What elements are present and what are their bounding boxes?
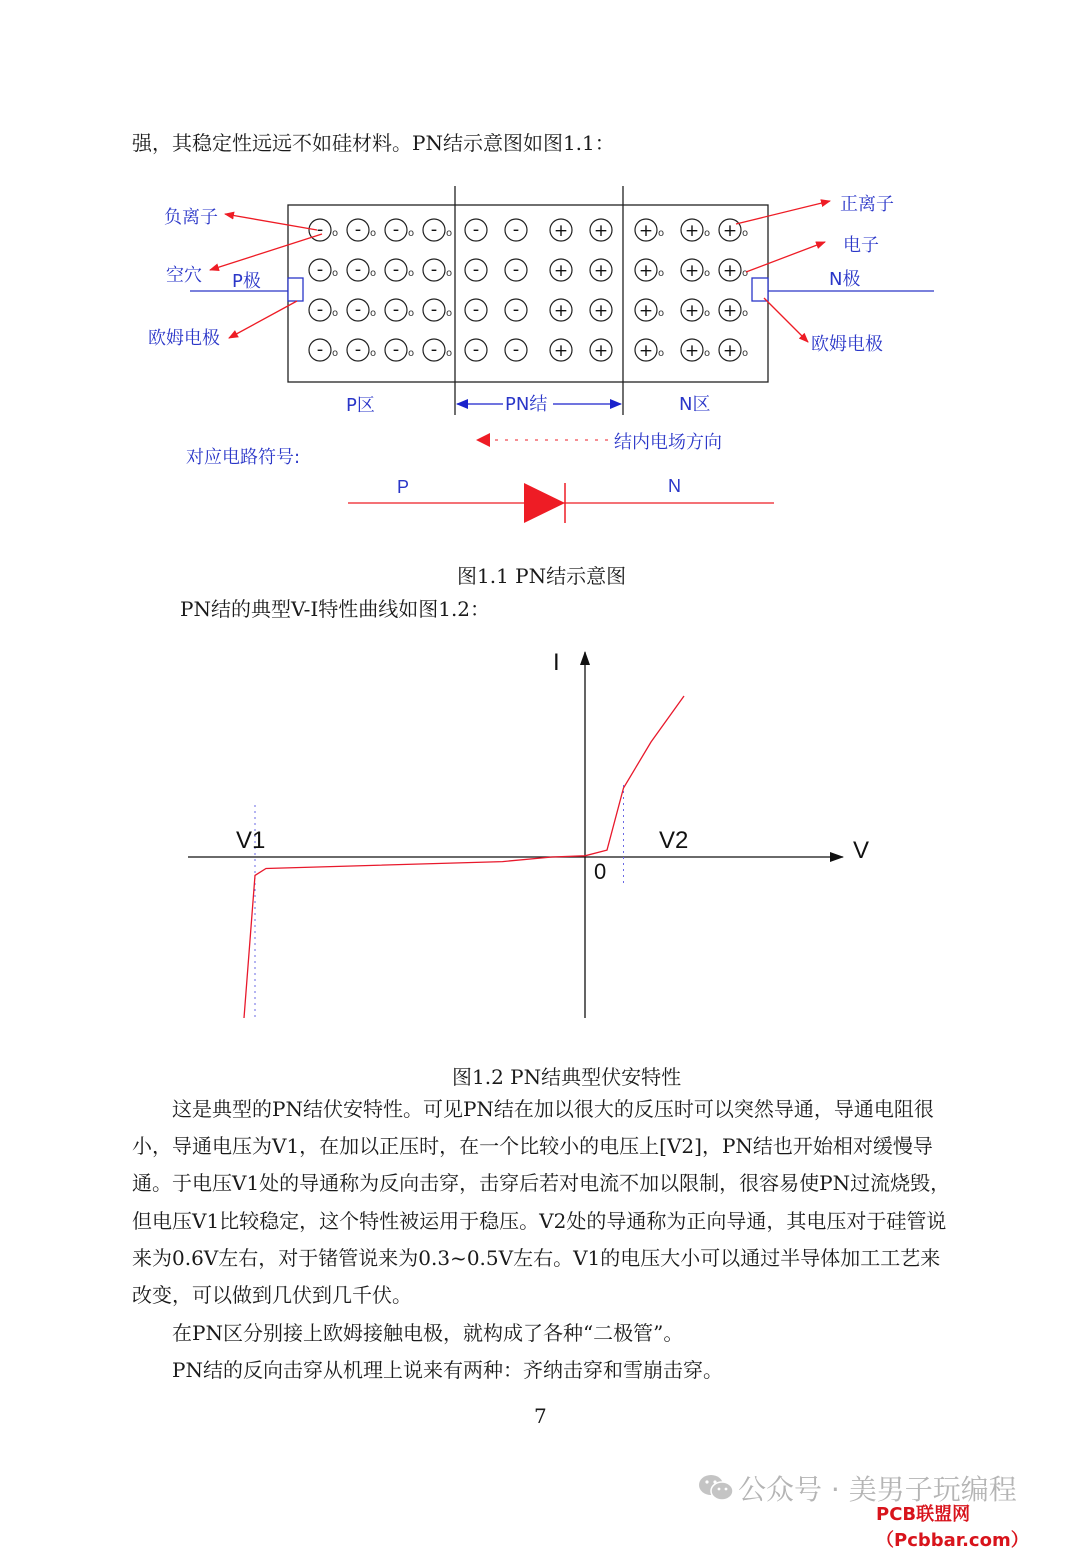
n-electrode-contact bbox=[752, 278, 768, 301]
minus-sign: - bbox=[392, 299, 400, 320]
minus-sign: - bbox=[354, 219, 362, 240]
minus-sign: - bbox=[512, 299, 520, 320]
pn-junction-diagram bbox=[0, 0, 1080, 560]
minus-sign: - bbox=[392, 219, 400, 240]
body-paragraph-3: PN结的反向击穿从机理上说来有两种：齐纳击穿和雪崩击穿。 bbox=[132, 1358, 723, 1382]
hole-marker: o bbox=[408, 268, 415, 279]
plus-sign: + bbox=[593, 301, 609, 321]
hole-marker: o bbox=[446, 348, 453, 359]
plus-sign: + bbox=[553, 301, 569, 321]
electron-marker: o bbox=[658, 268, 665, 279]
diode-n-label: N bbox=[668, 476, 681, 496]
carrier-grid bbox=[309, 219, 748, 361]
hole-marker: o bbox=[370, 348, 377, 359]
electron-marker: o bbox=[704, 268, 711, 279]
plus-sign: + bbox=[722, 341, 738, 361]
minus-sign: - bbox=[392, 259, 400, 280]
plus-sign: + bbox=[684, 261, 700, 281]
circuit-symbol-label: 对应电路符号: bbox=[186, 447, 301, 468]
hole-marker: o bbox=[332, 228, 339, 239]
plus-sign: + bbox=[593, 261, 609, 281]
plus-sign: + bbox=[722, 261, 738, 281]
figure-1-1-caption: 图1.1 PN结示意图 bbox=[457, 564, 627, 588]
minus-sign: - bbox=[354, 299, 362, 320]
p-pole-label: P极 bbox=[232, 271, 261, 292]
n-pole-label: N极 bbox=[829, 269, 861, 290]
minus-sign: - bbox=[512, 219, 520, 240]
field-direction-label: 结内电场方向 bbox=[614, 432, 722, 453]
diode-triangle bbox=[524, 483, 565, 523]
site-watermark: PCB联盟网（Pcbbar.com） bbox=[876, 1504, 1029, 1551]
plus-sign: + bbox=[553, 221, 569, 241]
p-region-label: P区 bbox=[346, 395, 375, 416]
plus-sign: + bbox=[553, 261, 569, 281]
minus-sign: - bbox=[316, 259, 324, 280]
electron-marker: o bbox=[658, 308, 665, 319]
plus-sign: + bbox=[684, 221, 700, 241]
plus-sign: + bbox=[722, 301, 738, 321]
plus-sign: + bbox=[593, 341, 609, 361]
plus-sign: + bbox=[638, 221, 654, 241]
plus-sign: + bbox=[638, 261, 654, 281]
minus-sign: - bbox=[316, 219, 324, 240]
hole-marker: o bbox=[408, 308, 415, 319]
negative-ion-label: 负离子 bbox=[164, 207, 218, 228]
electron-marker: o bbox=[704, 348, 711, 359]
hole-marker: o bbox=[408, 348, 415, 359]
vi-characteristic-chart bbox=[0, 640, 1080, 1060]
hole-marker: o bbox=[332, 268, 339, 279]
electron-marker: o bbox=[704, 308, 711, 319]
minus-sign: - bbox=[354, 339, 362, 360]
intro-line-1: 强，其稳定性远远不如硅材料。PN结示意图如图1.1： bbox=[132, 131, 615, 155]
intro-line-2: PN结的典型V-I特性曲线如图1.2： bbox=[180, 597, 491, 621]
v2-annotation: V2 bbox=[659, 827, 689, 854]
hole-label: 空穴 bbox=[166, 265, 202, 286]
page-number: 7 bbox=[534, 1404, 547, 1428]
minus-sign: - bbox=[392, 339, 400, 360]
minus-sign: - bbox=[472, 339, 480, 360]
hole-marker: o bbox=[408, 228, 415, 239]
electron-marker: o bbox=[658, 228, 665, 239]
plus-sign: + bbox=[684, 301, 700, 321]
hole-marker: o bbox=[446, 308, 453, 319]
body-paragraph-1: 这是典型的PN结伏安特性。可见PN结在加以很大的反压时可以突然导通，导通电阻很小，导通电压为V1，在加以正压时，在一个比较小的电压上[V2]，PN结也开始相对缓慢导通。于电压V1处的导通称为反向击穿，击穿后若对电流不加以限制，很容易使PN过流烧毁，但电压V1比较稳定，这个特性被运用于稳压。V2处的导通称为正向导通，其电压对于硅管说来为0.6V左右，对于锗管说来为0.3~0.5V左右。V1的电压大小可以通过半导体加工工艺来改变，可以做到几伏到几千伏。 bbox=[132, 1097, 951, 1308]
electron-marker: o bbox=[742, 268, 749, 279]
minus-sign: - bbox=[430, 219, 438, 240]
v1-annotation: V1 bbox=[236, 827, 266, 854]
hole-marker: o bbox=[446, 268, 453, 279]
p-electrode-contact bbox=[288, 278, 303, 301]
minus-sign: - bbox=[316, 299, 324, 320]
n-region-label: N区 bbox=[679, 394, 711, 415]
plus-sign: + bbox=[553, 341, 569, 361]
electron-marker: o bbox=[704, 228, 711, 239]
field-direction-arrowhead bbox=[476, 433, 490, 447]
hole-marker: o bbox=[332, 348, 339, 359]
hole-marker: o bbox=[332, 308, 339, 319]
minus-sign: - bbox=[472, 219, 480, 240]
x-axis-label: V bbox=[853, 837, 870, 864]
wechat-account-name: 公众号 · 美男子玩编程 bbox=[738, 1473, 1017, 1506]
plus-sign: + bbox=[684, 341, 700, 361]
minus-sign: - bbox=[316, 339, 324, 360]
positive-ion-label: 正离子 bbox=[840, 194, 894, 215]
ohmic-electrode-left-label: 欧姆电极 bbox=[148, 328, 220, 349]
electron-label: 电子 bbox=[843, 235, 879, 256]
hole-marker: o bbox=[446, 228, 453, 239]
electron-marker: o bbox=[742, 228, 749, 239]
hole-marker: o bbox=[370, 228, 377, 239]
minus-sign: - bbox=[472, 299, 480, 320]
minus-sign: - bbox=[430, 339, 438, 360]
minus-sign: - bbox=[512, 259, 520, 280]
pn-junction-label: PN结 bbox=[505, 394, 548, 415]
body-paragraph-2: 在PN区分别接上欧姆接触电极，就构成了各种“二极管”。 bbox=[132, 1321, 684, 1345]
minus-sign: - bbox=[512, 339, 520, 360]
y-axis-label: I bbox=[553, 649, 560, 676]
minus-sign: - bbox=[430, 299, 438, 320]
plus-sign: + bbox=[638, 301, 654, 321]
figure-1-2-caption: 图1.2 PN结典型伏安特性 bbox=[452, 1065, 682, 1089]
electron-marker: o bbox=[658, 348, 665, 359]
electron-marker: o bbox=[742, 308, 749, 319]
hole-marker: o bbox=[370, 308, 377, 319]
plus-sign: + bbox=[593, 221, 609, 241]
hole-marker: o bbox=[370, 268, 377, 279]
minus-sign: - bbox=[430, 259, 438, 280]
wechat-icon bbox=[698, 1473, 728, 1499]
plus-sign: + bbox=[638, 341, 654, 361]
plus-sign: + bbox=[722, 221, 738, 241]
ohmic-electrode-right-label: 欧姆电极 bbox=[811, 334, 883, 355]
electron-marker: o bbox=[742, 348, 749, 359]
minus-sign: - bbox=[472, 259, 480, 280]
origin-label: 0 bbox=[594, 859, 607, 884]
minus-sign: - bbox=[354, 259, 362, 280]
diode-p-label: P bbox=[397, 477, 410, 497]
